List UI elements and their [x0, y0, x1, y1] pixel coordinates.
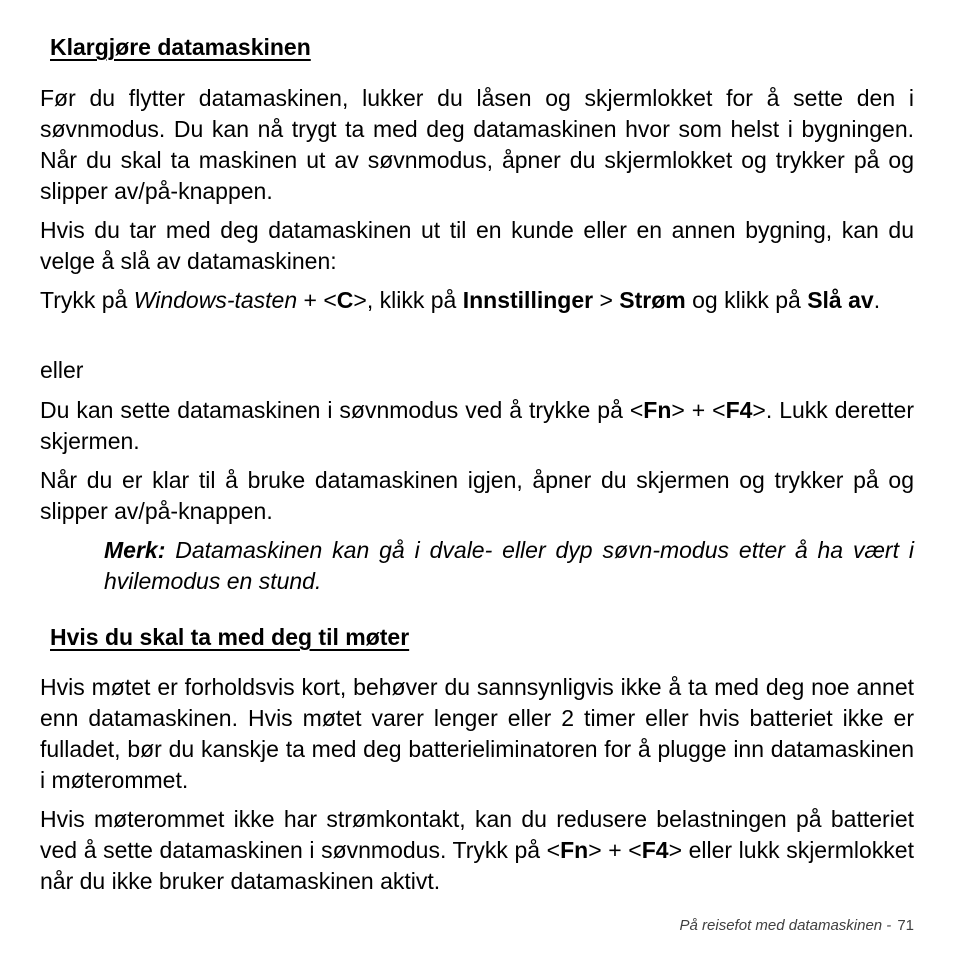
note-label: Merk: [104, 537, 166, 563]
text-fragment: > eller lukk skjermlokket når du ikke bruker datamaskinen aktivt. [40, 837, 914, 894]
shutdown-label: Slå av [807, 287, 874, 313]
section-heading-meetings: Hvis du skal ta med deg til møter [50, 624, 410, 650]
paragraph-shutdown-steps [40, 285, 914, 316]
key-c-label: C [336, 287, 354, 313]
text-fragment: Hvis møterommet ikke har strømkontakt, kan du redusere belastningen på batteriet ved å sette datamaskinen i søvnmodus. Trykk på < [40, 806, 914, 863]
settings-label: Innstillinger [462, 287, 594, 313]
paragraph-meeting-power [40, 804, 914, 897]
page-footer [680, 917, 914, 934]
text-fragment: Du kan sette datamaskinen i søvnmodus ved å trykke på < [40, 397, 644, 423]
note-text: Datamaskinen kan gå i dvale- eller dyp søvn-modus etter å ha vært i hvilemodus en stund. [104, 537, 914, 594]
text-fragment: > + < [588, 837, 642, 863]
key-fn-label: Fn [643, 397, 672, 423]
key-f4-label: F4 [641, 837, 669, 863]
text-fragment: >, klikk på [353, 287, 463, 313]
text-fragment: >. Lukk deretter skjermen. [40, 397, 914, 454]
section-heading-prepare: Klargjøre datamaskinen [50, 34, 311, 60]
windows-key-label: Windows-tasten [133, 287, 298, 313]
text-fragment: > + < [671, 397, 726, 423]
paragraph-resume: Når du er klar til å bruke datamaskinen igjen, åpner du skjermen og trykker på og slipper av/på-knappen. [40, 467, 914, 524]
key-fn-label: Fn [560, 837, 589, 863]
text-fragment: + < [297, 287, 337, 313]
paragraph-moving-computer: Før du flytter datamaskinen, lukker du låsen og skjermlokket for å sette den i søvnmodus. Du kan nå trygt ta med deg datamaskinen hvor som helst i bygningen. Når du skal ta maskinen ut av søvnmodus, åpner du skjermlokket og trykker på og slipper av/på-knappen. [40, 85, 914, 204]
text-fragment: og klikk på [685, 287, 808, 313]
paragraph-shutdown-intro: Hvis du tar med deg datamaskinen ut til en kunde eller en annen bygning, kan du velge å slå av datamaskinen: [40, 217, 914, 274]
footer-title: På reisefot med datamaskinen - [679, 917, 892, 934]
power-label: Strøm [619, 287, 686, 313]
paragraph-meeting-duration: Hvis møtet er forholdsvis kort, behøver du sannsynligvis ikke å ta med deg noe annet enn datamaskinen. Hvis møtet varer lenger eller 2 timer eller hvis batteriet ikke er fulladet, bør du kanskje ta med deg batterieliminatoren for å plugge inn datamaskinen i møterommet. [40, 674, 914, 793]
note-hibernate [104, 535, 914, 597]
text-fragment: > [593, 287, 620, 313]
key-f4-label: F4 [725, 397, 753, 423]
paragraph-sleep-shortcut [40, 395, 914, 457]
text-fragment: Trykk på [40, 287, 134, 313]
text-fragment: . [873, 287, 881, 313]
page-number: 71 [897, 917, 914, 934]
paragraph-or: eller [40, 357, 84, 383]
